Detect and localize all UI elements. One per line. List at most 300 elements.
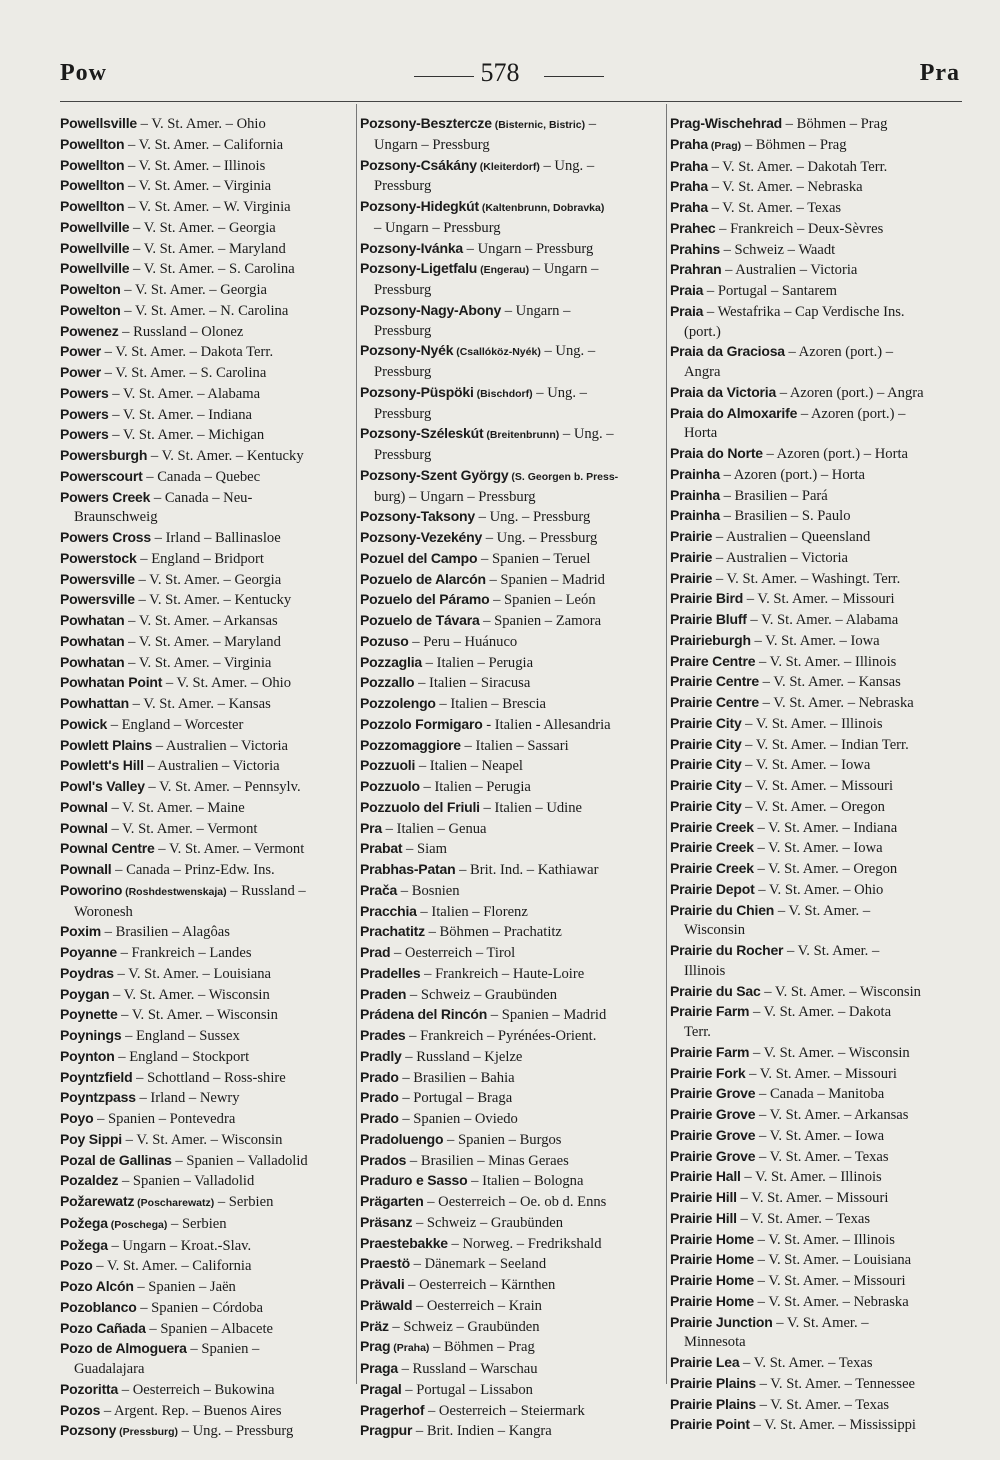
gazetteer-entry: [60, 881, 352, 923]
gazetteer-entry: [670, 260, 966, 281]
entry-location: – Italien – Udine: [479, 799, 583, 816]
entry-continuation: Pressburg: [374, 405, 432, 422]
entry-location: – V. St. Amer. – Texas: [755, 1148, 889, 1165]
entry-location: – V. St. Amer. – Wisconsin: [749, 1044, 910, 1061]
gazetteer-entry: [360, 1234, 662, 1255]
gazetteer-entry: [60, 1068, 352, 1089]
entry-location: – Ung. –: [559, 426, 614, 443]
running-head-left: Pow: [60, 60, 107, 86]
entry-location: – V. St. Amer. – Kansas: [759, 674, 901, 691]
entry-headword: Powellton: [60, 177, 125, 194]
entry-location: – V. St. Amer. – Missouri: [736, 1190, 889, 1206]
entry-location: – V. St. Amer. – Missouri: [741, 778, 894, 794]
entry-headword: Pradoluengo: [360, 1130, 444, 1147]
entry-headword: Praia da Victoria: [670, 383, 777, 400]
entry-headword: Prairie Plains: [670, 1374, 756, 1391]
entry-location: – Italien – Bologna: [467, 1173, 584, 1190]
entry-location: – V. St. Amer. –: [774, 902, 871, 919]
gazetteer-entry: [360, 1213, 662, 1234]
entry-headword: Powellville: [60, 260, 130, 277]
entry-headword: Pozuelo de Távara: [360, 612, 480, 628]
gazetteer-entry: [360, 528, 662, 549]
entry-location: – Canada – Quebec: [142, 468, 261, 485]
entry-location: – V. St. Amer. – Georgia: [134, 571, 282, 588]
entry-location: – Australien – Queensland: [712, 529, 871, 545]
entry-location: – Spanien – Burgos: [443, 1131, 562, 1148]
entry-headword: Prado: [360, 1089, 399, 1106]
gazetteer-entry: [670, 527, 966, 548]
gazetteer-entry: [60, 1401, 352, 1422]
entry-headword: Pownal: [60, 798, 108, 815]
entry-headword: Poy Sippi: [60, 1130, 122, 1147]
gazetteer-entry: [360, 507, 662, 528]
entry-headword: Praga: [360, 1360, 398, 1376]
entry-headword: Prad: [360, 944, 391, 960]
gazetteer-entry: [360, 1026, 662, 1047]
gazetteer-entry: [60, 363, 352, 384]
entry-location: – Serbien: [167, 1215, 227, 1232]
entry-headword: Pozo de Almoguera: [60, 1340, 187, 1357]
gazetteer-entry: [60, 176, 352, 197]
entry-location: – Böhmen – Prag: [429, 1339, 535, 1356]
entry-location: – Schweiz – Graubünden: [406, 986, 558, 1003]
entry-location: – V. St. Amer. – Illinois: [124, 157, 266, 174]
entry-headword: Prairie Creek: [670, 860, 754, 876]
entry-alt-name: (Csallóköz-Nyék): [453, 346, 541, 359]
gazetteer-entry: [360, 590, 662, 611]
gazetteer-entry: [670, 1064, 966, 1085]
gazetteer-entry: [360, 881, 662, 902]
gazetteer-entry: [670, 548, 966, 569]
entry-headword: Power: [60, 364, 102, 380]
gazetteer-entry: [670, 1353, 966, 1374]
entry-location: – Spanien – Pontevedra: [93, 1111, 236, 1127]
entry-alt-name: (Kaltenbrunn, Dobravka): [478, 202, 605, 214]
entry-continuation: Woronesh: [74, 903, 133, 920]
entry-headword: Pownal: [60, 819, 108, 836]
gazetteer-entry: [670, 610, 966, 631]
gazetteer-entry: [670, 1250, 966, 1271]
entry-location: – Spanien – Jaën: [133, 1279, 236, 1295]
entry-headword: Pragerhof: [360, 1401, 425, 1418]
entry-continuation: Ungarn – Pressburg: [374, 136, 490, 153]
entry-headword: Pownall: [60, 861, 112, 877]
entry-location: – Canada – Neu-: [150, 489, 253, 506]
entry-location: – Italien – Neapel: [415, 758, 523, 775]
gazetteer-entry: [360, 1192, 662, 1213]
gazetteer-entry: [670, 589, 966, 610]
entry-headword: Prairie Hill: [670, 1189, 737, 1205]
gazetteer-entry: [60, 1256, 352, 1277]
entry-headword: Powers Cross: [60, 529, 151, 545]
gazetteer-entry: [60, 1319, 352, 1340]
gazetteer-entry: [60, 1026, 352, 1047]
entry-location: – England – Bridport: [136, 550, 264, 567]
entry-headword: Pozos: [60, 1401, 101, 1418]
entry-headword: Poynings: [60, 1027, 122, 1043]
entry-headword: Powhatan: [60, 653, 125, 670]
gazetteer-entry: [670, 838, 966, 859]
gazetteer-entry: [670, 1126, 966, 1147]
gazetteer-entry: [670, 982, 966, 1003]
gazetteer-entry: [60, 1088, 352, 1109]
entry-location: – Russland – Kjelze: [401, 1048, 523, 1065]
gazetteer-entry: [60, 653, 352, 674]
entry-headword: Powelton: [60, 281, 121, 297]
entry-location: – Ungarn –: [529, 261, 599, 278]
entry-location: – Argent. Rep. – Buenos Aires: [100, 1402, 282, 1419]
entry-headword: Praduro e Sasso: [360, 1172, 468, 1189]
entry-location: – Bosnien: [397, 882, 460, 899]
gazetteer-entry: [360, 1047, 662, 1068]
entry-location: – V. St. Amer. – Dakota: [749, 1004, 892, 1021]
entry-headword: Prahins: [670, 240, 720, 257]
entry-location: – V. St. Amer. – Nebraska: [759, 695, 914, 711]
gazetteer-entry: [670, 1374, 966, 1395]
entry-headword: Powersburgh: [60, 447, 148, 463]
entry-location: – Ungarn – Pressburg: [463, 240, 594, 257]
entry-location: – V. St. Amer. – Kentucky: [134, 592, 292, 609]
entry-headword: Pozzomaggiore: [360, 736, 461, 753]
gazetteer-entry: [60, 342, 352, 363]
gazetteer-entry: [360, 1317, 662, 1338]
entry-headword: Powhatan: [60, 612, 125, 628]
entry-location: – Westafrika – Cap Verdische Ins.: [703, 303, 905, 320]
entry-headword: Poygan: [60, 985, 110, 1002]
entry-alt-name: (Bisternic, Bistric): [491, 119, 586, 131]
entry-headword: Pragal: [360, 1380, 402, 1397]
gazetteer-entry: [60, 322, 352, 343]
entry-alt-name: (Poscharewatz): [134, 1197, 215, 1209]
entry-location: – Irland – Newry: [135, 1090, 240, 1107]
entry-location: – Italien – Perugia: [419, 779, 531, 795]
entry-headword: Pracchia: [360, 902, 417, 919]
gazetteer-entry: [670, 135, 966, 157]
entry-alt-name: (Kleiterdorf): [476, 160, 540, 173]
entry-location: – Oesterreich – Steiermark: [424, 1402, 585, 1419]
entry-headword: Poynette: [60, 1006, 118, 1023]
entry-location: – Dänemark – Seeland: [409, 1256, 547, 1273]
column-divider: [356, 104, 357, 1384]
entry-headword: Prairie Farm: [670, 1003, 750, 1020]
gazetteer-entry: [670, 342, 966, 383]
gazetteer-entry: [60, 1130, 352, 1151]
gazetteer-entry: [670, 157, 966, 178]
entry-headword: Prado: [360, 1110, 399, 1126]
entry-headword: Pozzuoli: [360, 757, 416, 774]
entry-headword: Prairie City: [670, 797, 742, 814]
entry-headword: Prados: [360, 1151, 407, 1168]
entry-headword: Prachatitz: [360, 923, 425, 940]
entry-headword: Powers: [60, 384, 109, 401]
entry-headword: Prairie Point: [670, 1416, 750, 1433]
gazetteer-entry: [670, 818, 966, 839]
entry-location: – V. St. Amer. – Wisconsin: [760, 983, 921, 1000]
gazetteer-entry: [670, 506, 966, 527]
entry-headword: Prairie: [670, 528, 713, 544]
gazetteer-entry: [670, 383, 966, 404]
entry-location: – Australien – Victoria: [712, 549, 849, 566]
gazetteer-entry: [360, 1130, 662, 1151]
entry-headword: Praha: [670, 178, 708, 195]
gazetteer-entry: [360, 839, 662, 860]
gazetteer-entry: [60, 135, 352, 156]
entry-continuation: Braunschweig: [74, 509, 158, 526]
entry-location: – Australien – Victoria: [143, 758, 280, 775]
entry-headword: Pozo Alcón: [60, 1278, 134, 1294]
entry-continuation: burg) – Ungarn – Pressburg: [374, 488, 536, 505]
entry-headword: Pozsony-Ivánka: [360, 239, 464, 256]
entry-headword: Prag: [360, 1338, 391, 1355]
entry-headword: Powellton: [60, 198, 125, 214]
gazetteer-entry: [360, 114, 662, 156]
entry-headword: Prades: [360, 1027, 406, 1043]
entry-location: – V. St. Amer. – Iowa: [741, 757, 871, 774]
gazetteer-entry: [360, 156, 662, 198]
entry-location: – Peru – Huánuco: [408, 633, 518, 650]
entry-location: – V. St. Amer. – Michigan: [108, 427, 265, 444]
gazetteer-entry: [360, 653, 662, 674]
entry-location: – V. St. Amer. – Indiana: [753, 819, 898, 836]
entry-headword: Powersville: [60, 591, 135, 608]
entry-headword: Prairieburgh: [670, 631, 751, 648]
entry-headword: Poynton: [60, 1047, 115, 1064]
entry-headword: Powlett's Hill: [60, 757, 144, 774]
gazetteer-entry: [360, 860, 662, 881]
gazetteer-entry: [360, 549, 662, 570]
gazetteer-entry: [670, 281, 966, 302]
entry-location: – V. St. Amer. – Vermont: [154, 841, 305, 858]
gazetteer-entry: [360, 736, 662, 757]
entry-headword: Pozsony-Vezekény: [360, 529, 483, 545]
entry-location: – V. St. Amer. – Texas: [707, 200, 842, 216]
entry-location: – V. St. Amer. – Virginia: [124, 178, 272, 195]
entry-location: – V. St. Amer. – Nebraska: [753, 1293, 909, 1310]
gazetteer-entry: [670, 797, 966, 818]
gazetteer-entry: [60, 1192, 352, 1214]
entry-continuation: Pressburg: [374, 364, 432, 380]
entry-location: – V. St. Amer. – Illinois: [741, 715, 883, 732]
entry-headword: Prairie City: [670, 756, 742, 773]
entry-location: – Frankreich – Deux-Sèvres: [715, 220, 884, 237]
entry-location: – Azoren (port.) – Horta: [719, 466, 866, 483]
entry-headword: Prado: [360, 1068, 399, 1085]
entry-headword: Požega: [60, 1236, 108, 1253]
entry-location: – V. St. Amer. – Wisconsin: [117, 1007, 278, 1024]
gazetteer-entry: [360, 239, 662, 260]
entry-location: – Portugal – Braga: [398, 1090, 513, 1107]
entry-location: – Oesterreich – Krain: [412, 1297, 542, 1314]
entry-location: – V. St. Amer. – W. Virginia: [124, 199, 291, 215]
entry-location: – Portugal – Lissabon: [401, 1381, 533, 1398]
entry-alt-name: (Roshdestwenskaja): [122, 885, 227, 898]
gazetteer-entry: [60, 860, 352, 881]
entry-alt-name: (Pressburg): [116, 1426, 179, 1439]
entry-location: – Brasilien – S. Paulo: [719, 508, 851, 525]
entry-location: – V. St. Amer. – Ohio: [162, 675, 292, 692]
entry-headword: Pozsony-Püspöki: [360, 383, 474, 400]
entry-headword: Prairie Depot: [670, 880, 755, 897]
entry-location: – V. St. Amer. – Alabama: [108, 385, 261, 402]
entry-headword: Prairie Bird: [670, 590, 744, 607]
entry-location: – Russland – Olonez: [118, 323, 244, 340]
gazetteer-entry: [60, 239, 352, 260]
gazetteer-entry: [360, 1380, 662, 1401]
entry-headword: Powersville: [60, 570, 135, 587]
entry-location: – Portugal – Santarem: [703, 283, 838, 299]
entry-headword: Prairie du Sac: [670, 982, 761, 999]
entry-location: – Spanien –: [186, 1341, 260, 1358]
gazetteer-entry: [360, 1151, 662, 1172]
gazetteer-entry: [60, 632, 352, 653]
entry-headword: Prairie Grove: [670, 1147, 756, 1164]
entry-continuation: (port.): [684, 323, 721, 340]
gazetteer-entry: [360, 694, 662, 715]
gazetteer-entry: [60, 467, 352, 488]
entry-location: – V. St. Amer. – Maine: [107, 799, 245, 816]
gazetteer-entry: [670, 404, 966, 445]
gazetteer-entry: [670, 1002, 966, 1043]
gazetteer-entry: [670, 1084, 966, 1105]
entry-headword: Prairie Grove: [670, 1126, 756, 1143]
entry-location: – Siam: [402, 841, 447, 858]
entry-location: – Australien – Victoria: [152, 737, 288, 754]
gazetteer-entry: [60, 756, 352, 777]
gazetteer-entry: [670, 114, 966, 135]
gazetteer-entry: [60, 1109, 352, 1130]
entry-location: – Canada – Manitoba: [755, 1086, 885, 1103]
entry-headword: Prainha: [670, 486, 720, 503]
entry-headword: Powerscourt: [60, 467, 143, 484]
entry-location: – England – Stockport: [114, 1048, 250, 1065]
gazetteer-entry: [60, 156, 352, 177]
entry-headword: Pozzolengo: [360, 695, 436, 711]
entry-headword: Powers: [60, 426, 109, 443]
entry-headword: Powellton: [60, 156, 125, 173]
entry-location: – V. St. Amer. – Iowa: [755, 1127, 885, 1144]
gazetteer-entry: [60, 197, 352, 218]
entry-location: – Ung. – Pressburg: [482, 530, 598, 546]
entry-headword: Powenez: [60, 322, 119, 339]
entry-headword: Powhatan Point: [60, 674, 163, 691]
entry-location: – V. St. Amer. – S. Carolina: [129, 261, 295, 278]
entry-headword: Präwald: [360, 1296, 413, 1313]
entry-location: – Ungarn – Kroat.-Slav.: [107, 1237, 252, 1254]
gazetteer-entry: [360, 570, 662, 591]
entry-headword: Pozuel del Campo: [360, 549, 478, 566]
gazetteer-entry: [60, 964, 352, 985]
entry-location: – V. St. Amer. – Kentucky: [147, 448, 304, 464]
entry-location: – Spanien – Zamora: [479, 613, 602, 629]
gazetteer-entry: [60, 1380, 352, 1401]
gazetteer-entry: [670, 486, 966, 507]
entry-location: – V. St. Amer. – N. Carolina: [120, 302, 289, 319]
entry-location: – V. St. Amer. – Pennsylv.: [144, 779, 301, 795]
entry-location: – V. St. Amer. – Illinois: [755, 653, 897, 670]
entry-headword: Pozaldez: [60, 1172, 119, 1189]
gazetteer-entry: [60, 1171, 352, 1192]
entry-location: – V. St. Amer. – Louisiana: [113, 965, 272, 982]
entry-location: – V. St. Amer. – Georgia: [120, 282, 267, 298]
entry-headword: Powelton: [60, 301, 121, 318]
gazetteer-entry: [60, 405, 352, 426]
entry-location: – Frankreich – Pyrénées-Orient.: [405, 1028, 597, 1044]
gazetteer-entry: [360, 611, 662, 632]
entry-headword: Praha: [670, 199, 708, 215]
page-number: 578: [480, 58, 520, 87]
entry-location: – Brasilien – Minas Geraes: [406, 1152, 569, 1169]
entry-location: – Ung. –: [540, 343, 596, 360]
entry-continuation: Pressburg: [374, 178, 432, 195]
gazetteer-entry: [670, 302, 966, 343]
entry-headword: Pradly: [360, 1047, 402, 1064]
entry-location: – V. St. Amer. – Indian Terr.: [741, 736, 909, 753]
gazetteer-entry: [360, 964, 662, 985]
entry-location: – Canada – Prinz-Edw. Ins.: [111, 862, 275, 878]
entry-location: – Spanien – Albacete: [145, 1320, 273, 1337]
gazetteer-entry: [670, 1230, 966, 1251]
gazetteer-entry: [360, 943, 662, 964]
gazetteer-entry: [60, 1298, 352, 1319]
entry-location: – V. St. Amer. – Texas: [736, 1210, 871, 1227]
entry-location: – V. St. Amer. – Iowa: [750, 632, 880, 649]
entry-location: –: [585, 116, 597, 132]
entry-headword: Prairie Hall: [670, 1168, 741, 1185]
entry-location: – Ungarn –: [501, 302, 571, 319]
gazetteer-entry: [60, 673, 352, 694]
entry-headword: Prabhas-Patan: [360, 861, 456, 877]
gazetteer-entry: [360, 466, 662, 508]
entry-headword: Pozsony-Nyék: [360, 342, 454, 359]
entry-location: – V. St. Amer. – Ohio: [136, 116, 266, 132]
entry-location: – Italien – Perugia: [422, 654, 534, 671]
entry-location: – V. St. Amer. – Indiana: [108, 406, 252, 423]
gazetteer-entry: [670, 219, 966, 240]
entry-location: – Azoren (port.) –: [784, 344, 894, 361]
gazetteer-entry: [670, 714, 966, 735]
gazetteer-entry: [60, 549, 352, 570]
entry-headword: Poyntzpass: [60, 1089, 136, 1106]
entry-headword: Prahec: [670, 219, 716, 236]
entry-headword: Prairie Junction: [670, 1313, 773, 1330]
entry-location: – V. St. Amer. – Maryland: [124, 633, 281, 650]
entry-alt-name: (Bischdorf): [473, 387, 533, 400]
entry-location: – Italien – Sassari: [460, 737, 569, 754]
gazetteer-entry: [60, 694, 352, 715]
gazetteer-column-3: [670, 114, 966, 1436]
entry-location: – V. St. Amer. – Virginia: [124, 654, 272, 671]
entry-location: – Azoren (port.) – Horta: [762, 446, 908, 462]
entry-headword: Praden: [360, 985, 407, 1002]
entry-headword: Powhatan: [60, 632, 125, 649]
gazetteer-entry: [60, 839, 352, 860]
entry-headword: Powers: [60, 405, 109, 422]
gazetteer-entry: [60, 1277, 352, 1298]
entry-headword: Pozsony-Besztercze: [360, 115, 492, 131]
gazetteer-entry: [670, 631, 966, 652]
entry-headword: Powlett Plains: [60, 736, 153, 753]
entry-location: – V. St. Amer. – Maryland: [129, 240, 286, 257]
entry-location: – Ung. –: [539, 157, 595, 174]
gazetteer-entry: [360, 301, 662, 342]
entry-headword: Pozsony: [60, 1422, 117, 1439]
entry-headword: Powellville: [60, 239, 130, 256]
gazetteer-entry: [360, 259, 662, 301]
entry-headword: Prairie Centre: [670, 694, 760, 710]
entry-continuation: Illinois: [684, 962, 726, 979]
entry-headword: Pozuelo del Páramo: [360, 591, 490, 608]
gazetteer-entry: [360, 715, 662, 736]
